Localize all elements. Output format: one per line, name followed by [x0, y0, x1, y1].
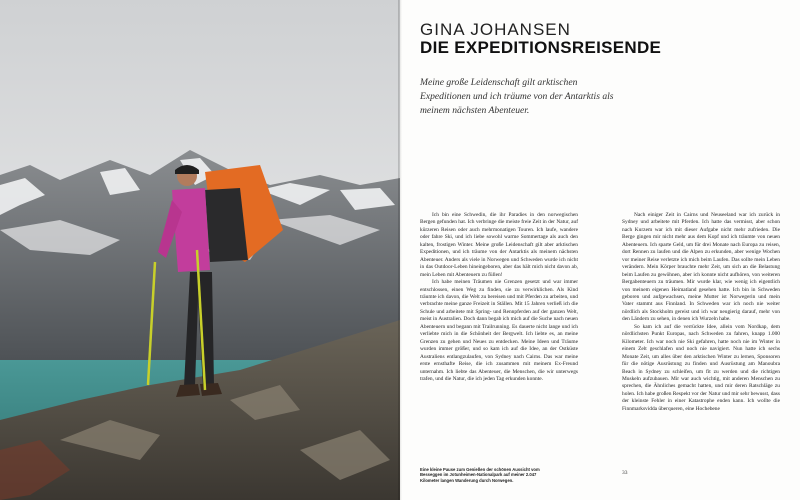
photo-caption: Eine kleine Pause zum Genießen der schönen Aussicht vom Besseggen im Jotunheimen-Nationalpark auf meiner 2.047 Kilometer langen Wanderung durch Norwegen. [420, 467, 540, 483]
page-number: 33 [622, 470, 628, 476]
body-column-2 [622, 212, 780, 413]
intro-quote: Meine große Leidenschaft gilt arktischen Expeditionen und ich träume von der Antarktis als meinem nächsten Abenteuer. [420, 77, 614, 117]
paragraph: Ich bin eine Schwedin, die ihr Paradies in den norwegischen Bergen gefunden hat. Ich verbringe die meiste freie Zeit in der Natur, auf kürzeren Reisen oder auch mehrmonatigen Touren. Ich laufe, wandere oder fahre Ski, und ich liebe sowohl warme Sommertage als auch den kalten, frostigen Winter. Meine große Leidenschaft gilt aber arktischen Expeditionen, und ich träume von der Antarktis als meinem nächsten Abenteuer. Anders als viele in Norwegen und Schweden wurde ich nicht in das Outdoor-Leben hineingeboren, aber das hält mich nicht davon ab, mein Leben mit Abenteuern zu füllen! [420, 212, 578, 278]
book-gutter [398, 0, 402, 500]
author-name: GINA JOHANSEN [420, 20, 571, 39]
paragraph: Nach einiger Zeit in Cairns und Neuseeland war ich zurück in Sydney und arbeitete mit Pferden. Ich hatte das vermisst, aber schon nach Kurzem war ich mit dieser Aufgabe nicht mehr zufrieden. Die Berge gingen mir nicht mehr aus dem Kopf und ich träumte von neuen Abenteuern. Ich sparte Geld, um für drei Monate nach Europa zu reisen, dort Rennen zu laufen und die Alpen zu erkunden, aber wenige Wochen vor meiner Reise verletzte ich mich beim Laufen. Das sollte mein Leben verändern. Mein Körper brauchte mehr Zeit, um sich an die Belastung beim Laufen zu gewöhnen, aber ich konnte nicht aufhören, von weiteren Bergabenteuern zu träumen. Mir wurde klar, wie wenig ich eigentlich von meinem eigenen Heimatland gesehen hatte. Ich bin in Schweden geboren und aufgewachsen, meine Mutter ist Norwegerin und mein Vater stammt aus Finnland. In Schweden war ich noch nie weiter nördlich als Stockholm gereist und ich war neugierig darauf, mehr von den Ländern zu sehen, in denen ich Wurzeln habe. [622, 212, 780, 323]
text-page [400, 0, 800, 500]
pink-jacket [172, 188, 210, 272]
paragraph: Ich habe meinen Träumen nie Grenzen gesetzt und war immer entschlossen, einen Weg zu finden, sie zu verwirklichen. Als Kind träumte ich davon, die Welt zu bereisen und mit Pferden zu arbeiten, und verbrachte meine ganze Freizeit in Ställen. Mit 15 Jahren verließ ich die Schule und arbeitete mit Spring- und Rennpferden auf der ganzen Welt, meist in Australien. Doch dann begab ich mich auf die Suche nach neuen Abenteuern und begann mit Trailrunning. Es dauerte nicht lange und ich verliebte mich in die Schönheit der Bergwelt. Ich liebte es, an meine Grenzen zu gehen und Neues zu entdecken. Meine Ideen und Träume wurden immer größer, und so kam ich auf die Idee, an der Ostküste Australiens entlangzulaufen, von Sydney nach Cairns. Das war meine erste ernsthafte Reise, die ich zusammen mit meinem Ex-Freund unternahm. Ich liebte das Abenteuer, die Menschen, die wir unterwegs trafen, und die Natur, die ich jeden Tag erkunden konnte. [420, 279, 578, 382]
body-column-1 [420, 212, 578, 383]
paragraph: So kam ich auf die verrückte Idee, allein vom Nordkap, dem nördlichsten Punkt Europas, nach Schweden zu fahren, knapp 1.000 Kilometer. Ich war noch nie Ski gefahren, hatte noch nie im Winter in einem Zelt geschlafen und noch nie navigiert. Nun hatte ich sechs Monate Zeit, um alles über den arktischen Winter zu lernen, Sponsoren für die nötige Ausrüstung zu finden und Ausrüstung am Manoubra Beach in Sydney zu schleifen, um fit zu werden und die richtigen Muskeln aufzubauen. Mir war auch wichtig, mit anderen Menschen zu sprechen, die Ähnliches gemacht hatten, und mir deren Ratschläge zu holen. Ich habe großen Respekt vor der Natur und mir sehr bewusst, dass der kleinste Fehler in einer Katastrophe enden kann. Ich wollte die Finnmarksvidda überqueren, eine Hochebene [622, 323, 780, 412]
chapter-title: DIE EXPEDITIONSREISENDE [420, 38, 662, 57]
